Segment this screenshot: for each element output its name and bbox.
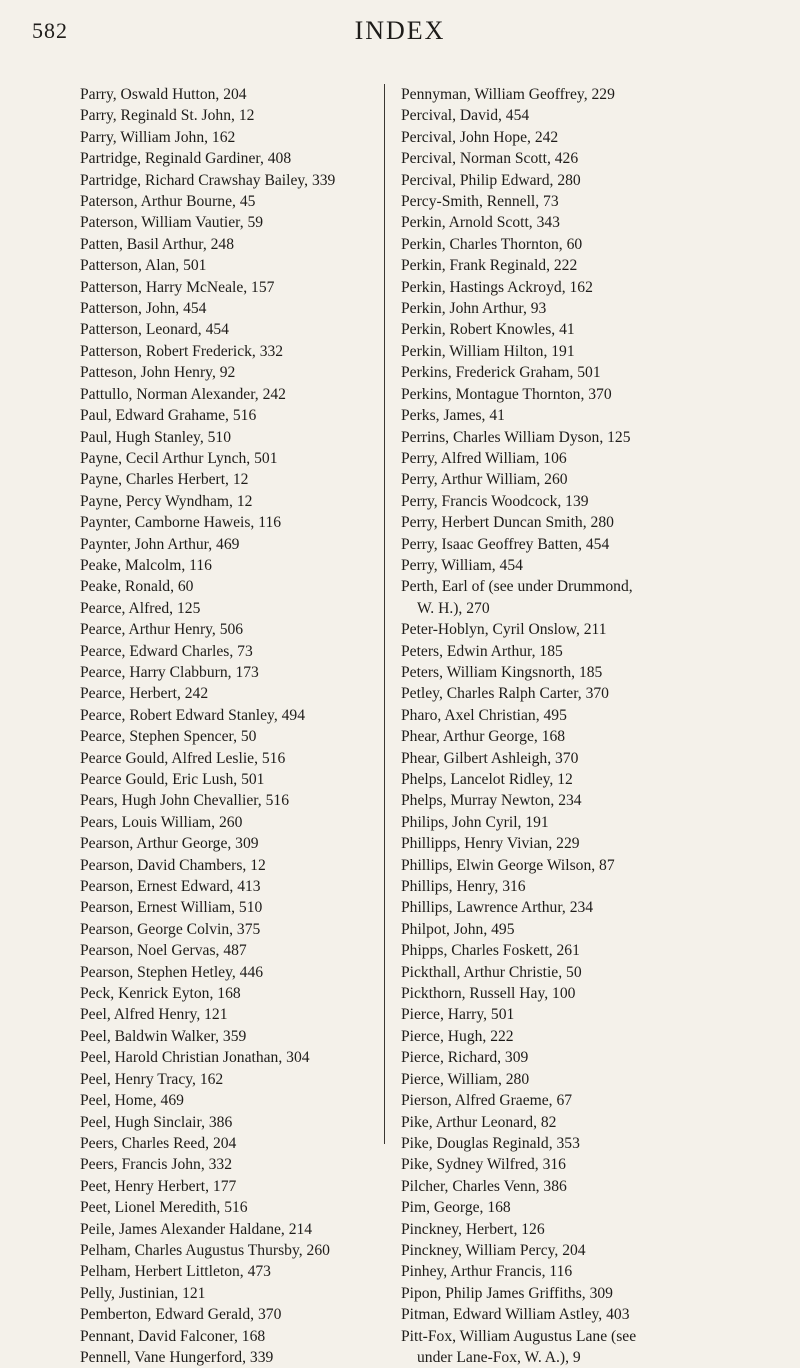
index-entry: Perkin, Frank Reginald, 222 [401,257,578,275]
index-entry: Pierce, Harry, 501 [401,1006,515,1024]
index-entry: Peel, Harold Christian Jonathan, 304 [80,1049,310,1067]
index-entry: Pipon, Philip James Griffiths, 309 [401,1284,613,1302]
index-entry: Perry, William, 454 [401,556,523,574]
index-entry: Pierce, William, 280 [401,1070,530,1088]
index-entry: Pinckney, Herbert, 126 [401,1220,545,1238]
index-column-left [80,84,380,1368]
index-entry: Pelham, Charles Augustus Thursby, 260 [80,1241,330,1259]
index-entry: Phelps, Murray Newton, 234 [401,792,582,810]
index-entry: Phear, Gilbert Ashleigh, 370 [401,749,579,767]
index-entry: Pickthall, Arthur Christie, 50 [401,963,582,981]
index-entry: Pearson, Ernest William, 510 [80,899,263,917]
index-entry: Philips, John Cyril, 191 [401,813,549,831]
index-entry: Phillips, Elwin George Wilson, 87 [401,856,615,874]
index-entry: Pearce, Alfred, 125 [80,599,201,617]
index-entry: Peel, Henry Tracy, 162 [80,1070,224,1088]
page-number: 582 [32,18,68,43]
index-entry: Paynter, John Arthur, 469 [80,535,240,553]
index-entry: Phillips, Lawrence Arthur, 234 [401,899,594,917]
index-entry: Pinckney, William Percy, 204 [401,1241,586,1259]
index-entry: Payne, Cecil Arthur Lynch, 501 [80,449,278,467]
index-entry: Perry, Isaac Geoffrey Batten, 454 [401,535,610,553]
index-entry: Pelham, Herbert Littleton, 473 [80,1263,271,1281]
index-entry: Peile, James Alexander Haldane, 214 [80,1220,313,1238]
index-entry: Phear, Arthur George, 168 [401,728,566,746]
index-entry: Patterson, Leonard, 454 [80,321,229,339]
index-entry: Pickthorn, Russell Hay, 100 [401,985,576,1003]
index-entry: Perkin, Hastings Ackroyd, 162 [401,278,593,296]
index-entry: Paul, Hugh Stanley, 510 [80,428,232,446]
index-entry-continuation: W. H.), 270 [417,599,490,617]
index-entry: Perkin, John Arthur, 93 [401,300,547,318]
index-entry: Perth, Earl of (see under Drummond, [401,578,633,596]
index-entry: Peet, Henry Herbert, 177 [80,1177,237,1195]
index-entry: Pelly, Justinian, 121 [80,1284,206,1302]
index-entry: Perry, Herbert Duncan Smith, 280 [401,514,614,532]
index-entry: Petley, Charles Ralph Carter, 370 [401,685,609,703]
index-entry: Pearson, Ernest Edward, 413 [80,878,261,896]
index-entry: Patteson, John Henry, 92 [80,364,236,382]
index-entry: Phelps, Lancelot Ridley, 12 [401,771,573,788]
index-entry: Philpot, John, 495 [401,920,515,938]
index-entry: Pearce Gould, Eric Lush, 501 [80,771,265,788]
index-entry: Peel, Alfred Henry, 121 [80,1006,228,1024]
index-entry: Pearce, Robert Edward Stanley, 494 [80,706,306,724]
index-entry: Pike, Arthur Leonard, 82 [401,1113,557,1131]
index-entry: Perry, Francis Woodcock, 139 [401,492,589,510]
index-entry: Peers, Francis John, 332 [80,1156,233,1174]
index-entry: Peers, Charles Reed, 204 [80,1134,237,1152]
index-entry: Pierce, Hugh, 222 [401,1027,514,1045]
index-entry: Pearce, Arthur Henry, 506 [80,621,244,639]
index-entry: Peake, Malcolm, 116 [80,556,212,574]
index-entry: Peel, Hugh Sinclair, 386 [80,1113,233,1131]
index-entry: Peter-Hoblyn, Cyril Onslow, 211 [401,621,607,639]
index-entry: Perry, Arthur William, 260 [401,471,568,489]
index-entry: Parry, Reginald St. John, 12 [80,107,255,125]
index-entry: Pearson, David Chambers, 12 [80,856,266,874]
index-entry: Peel, Home, 469 [80,1092,184,1110]
index-entry: Pearson, Arthur George, 309 [80,835,259,853]
index-entry: Pennyman, William Geoffrey, 229 [401,86,615,103]
index-entry: Percival, David, 454 [401,107,530,125]
index-entry: Peake, Ronald, 60 [80,578,194,596]
index-entry: Paterson, Arthur Bourne, 45 [80,193,256,211]
index-entry: Pearce, Stephen Spencer, 50 [80,728,257,746]
index-entry: Payne, Percy Wyndham, 12 [80,492,253,510]
index-entry: Patterson, Harry McNeale, 157 [80,278,275,296]
index-column-right [384,84,800,1366]
index-entry: Partridge, Reginald Gardiner, 408 [80,150,292,168]
index-entry: Pears, Louis William, 260 [80,813,243,831]
index-entry: Percival, John Hope, 242 [401,128,559,146]
index-entry: Pierson, Alfred Graeme, 67 [401,1092,573,1110]
index-entry: Perkin, Arnold Scott, 343 [401,214,560,232]
index-entry: Pierce, Richard, 309 [401,1049,529,1067]
index-entry: Pennell, Vane Hungerford, 339 [80,1348,274,1366]
index-entry: Patterson, John, 454 [80,300,207,318]
index-entry: Pearce Gould, Alfred Leslie, 516 [80,749,286,767]
index-entry: Pilcher, Charles Venn, 386 [401,1177,567,1195]
index-entry: Pharo, Axel Christian, 495 [401,706,567,724]
index-entry: Perry, Alfred William, 106 [401,449,567,467]
index-entry: Perrins, Charles William Dyson, 125 [401,428,631,446]
index-entry: Pearce, Herbert, 242 [80,685,209,703]
index-entry: Perks, James, 41 [401,407,505,425]
index-entry: Patterson, Robert Frederick, 332 [80,342,284,360]
index-entry: Parry, William John, 162 [80,128,236,146]
index-entry: Pearson, George Colvin, 375 [80,920,261,938]
index-entry: Phillips, Henry, 316 [401,878,526,896]
index-entry: Pears, Hugh John Chevallier, 516 [80,792,289,810]
index-entry: Pinhey, Arthur Francis, 116 [401,1263,573,1281]
index-entry: Pattullo, Norman Alexander, 242 [80,385,286,403]
index-entry: Percival, Philip Edward, 280 [401,171,581,189]
index-entry: Percival, Norman Scott, 426 [401,150,579,168]
index-entry: Pike, Douglas Reginald, 353 [401,1134,580,1152]
index-entry-continuation: under Lane-Fox, W. A.), 9 [417,1348,581,1366]
index-entry: Pennant, David Falconer, 168 [80,1327,266,1345]
index-entry: Peel, Baldwin Walker, 359 [80,1027,247,1045]
index-entry: Pike, Sydney Wilfred, 316 [401,1156,566,1174]
index-entry: Perkins, Frederick Graham, 501 [401,364,601,382]
index-entry: Peet, Lionel Meredith, 516 [80,1199,248,1217]
index-entry: Patten, Basil Arthur, 248 [80,235,235,253]
index-entry: Pitman, Edward William Astley, 403 [401,1306,630,1324]
index-entry: Peters, Edwin Arthur, 185 [401,642,563,660]
index-entry: Perkin, Robert Knowles, 41 [401,321,575,339]
index-entry: Parry, Oswald Hutton, 204 [80,86,247,103]
index-entry: Pearson, Stephen Hetley, 446 [80,963,264,981]
index-entry: Pearson, Noel Gervas, 487 [80,942,247,960]
running-title: INDEX [354,16,446,45]
index-entry: Peck, Kenrick Eyton, 168 [80,985,241,1003]
index-entry: Peters, William Kingsnorth, 185 [401,663,603,681]
index-entry: Perkin, Charles Thornton, 60 [401,235,583,253]
index-entry: Perkin, William Hilton, 191 [401,342,575,360]
index-entry: Patterson, Alan, 501 [80,257,207,275]
index-entry: Phillipps, Henry Vivian, 229 [401,835,580,853]
index-entry: Paynter, Camborne Haweis, 116 [80,514,282,532]
index-entry: Pitt-Fox, William Augustus Lane (see [401,1327,637,1345]
index-entry: Partridge, Richard Crawshay Bailey, 339 [80,171,336,189]
index-entry: Paterson, William Vautier, 59 [80,214,264,232]
index-entry: Phipps, Charles Foskett, 261 [401,942,580,960]
index-entry: Percy-Smith, Rennell, 73 [401,193,559,211]
index-entry: Pim, George, 168 [401,1199,511,1217]
index-entry: Pearce, Harry Clabburn, 173 [80,663,259,681]
index-entry: Paul, Edward Grahame, 516 [80,407,257,425]
index-entry: Perkins, Montague Thornton, 370 [401,385,612,403]
page-header [0,14,800,54]
index-entry: Pearce, Edward Charles, 73 [80,642,253,660]
index-entry: Payne, Charles Herbert, 12 [80,471,249,489]
index-entry: Pemberton, Edward Gerald, 370 [80,1306,282,1324]
